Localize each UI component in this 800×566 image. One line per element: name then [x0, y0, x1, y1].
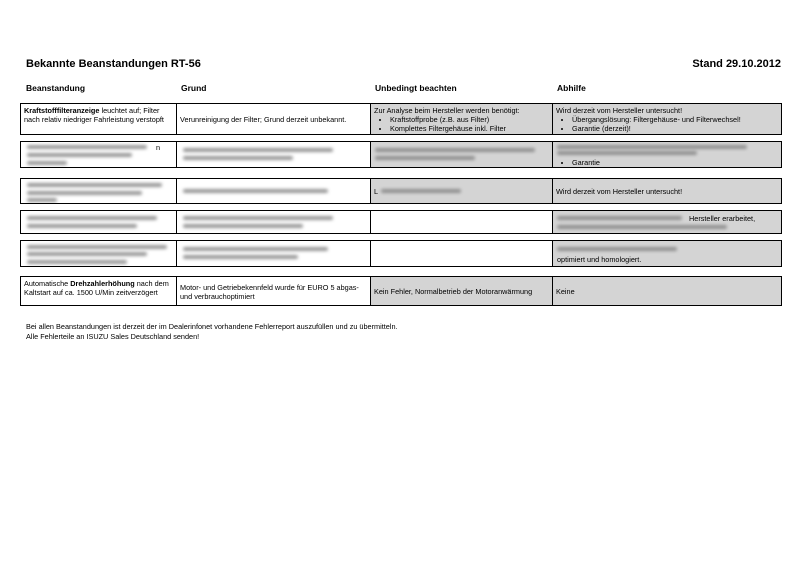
remedy-cell — [553, 241, 781, 266]
footer-note — [26, 322, 398, 341]
reason-cell — [177, 211, 371, 233]
list-item: • Übergangslösung: Filtergehäuse- und Filterwechsel! — [572, 115, 778, 124]
note-intro: Zur Analyse beim Hersteller werden benötigt: — [374, 106, 520, 115]
complaint-cell — [21, 104, 177, 134]
remedy-cell — [553, 179, 781, 203]
complaint-cell — [21, 241, 177, 266]
list-item: • Kraftstoffprobe (z.B. aus Filter) — [390, 115, 549, 124]
reason-text: Motor- und Getriebekennfeld wurde für EURO 5 abgas- und verbrauchoptimiert — [180, 283, 359, 301]
complaint-text: nach dem Kaltstart auf ca. 1500 U/Min zeitverzögert — [24, 279, 169, 297]
note-cell — [371, 179, 553, 203]
document-date: Stand 29.10.2012 — [692, 58, 781, 70]
remedy-text: Wird derzeit vom Hersteller untersucht! — [556, 186, 683, 196]
table-row — [20, 276, 782, 306]
complaint-cell — [21, 179, 177, 203]
remedy-list — [556, 115, 778, 133]
list-item: • Komplettes Filtergehäuse inkl. Filter — [390, 124, 549, 133]
footer-line: Bei allen Beanstandungen ist derzeit der im Dealerinfonet vorhandene Fehlerreport auszufüllen und zu übermitteln. — [26, 322, 398, 331]
column-header-beanstandung: Beanstandung — [26, 83, 86, 93]
column-header-abhilfe: Abhilfe — [557, 83, 586, 93]
list-item: • Garantie — [572, 158, 600, 167]
note-text: L — [374, 186, 379, 196]
table-row — [20, 103, 782, 135]
complaint-cell — [21, 142, 177, 167]
remedy-text: optimiert und homologiert. — [557, 255, 642, 264]
reason-cell — [177, 241, 371, 266]
reason-cell — [177, 142, 371, 167]
note-cell — [371, 211, 553, 233]
complaint-text: Automatische — [24, 279, 71, 288]
reason-text: Verunreinigung der Filter; Grund derzeit unbekannt. — [180, 114, 347, 124]
table-row — [20, 210, 782, 234]
note-cell — [371, 241, 553, 266]
note-list — [374, 115, 549, 133]
list-item: • Garantie (derzeit)! — [572, 124, 778, 133]
remedy-cell — [553, 211, 781, 233]
remedy-cell — [553, 277, 781, 305]
note-cell — [371, 277, 553, 305]
reason-cell — [177, 104, 371, 134]
complaint-cell — [21, 211, 177, 233]
remedy-cell — [553, 104, 781, 134]
table-row — [20, 141, 782, 168]
remedy-text: Hersteller erarbeitet, — [689, 214, 756, 223]
reason-cell — [177, 277, 371, 305]
footer-line: Alle Fehlerteile an ISUZU Sales Deutschland senden! — [26, 331, 200, 341]
note-cell — [371, 142, 553, 167]
table-row — [20, 240, 782, 267]
column-header-grund: Grund — [181, 83, 207, 93]
document-title: Bekannte Beanstandungen RT-56 — [26, 58, 201, 70]
complaint-cell — [21, 277, 177, 305]
reason-cell — [177, 179, 371, 203]
column-header-unbedingt-beachten: Unbedingt beachten — [375, 83, 457, 93]
note-text: Kein Fehler, Normalbetrieb der Motoranwärmung — [374, 286, 533, 296]
remedy-cell — [553, 142, 781, 167]
complaint-keyword: Drehzahlerhöhung — [70, 279, 135, 288]
remedy-text: Keine — [556, 286, 575, 296]
remedy-list — [556, 158, 600, 167]
complaint-text: leuchtet auf; Filter nach relativ niedriger Fahrleistung verstopft — [24, 106, 164, 124]
complaint-keyword: Kraftstofffilteranzeige — [24, 106, 100, 115]
complaint-text: n — [156, 143, 161, 152]
remedy-intro: Wird derzeit vom Hersteller untersucht! — [556, 106, 683, 115]
note-cell — [371, 104, 553, 134]
table-row — [20, 178, 782, 204]
